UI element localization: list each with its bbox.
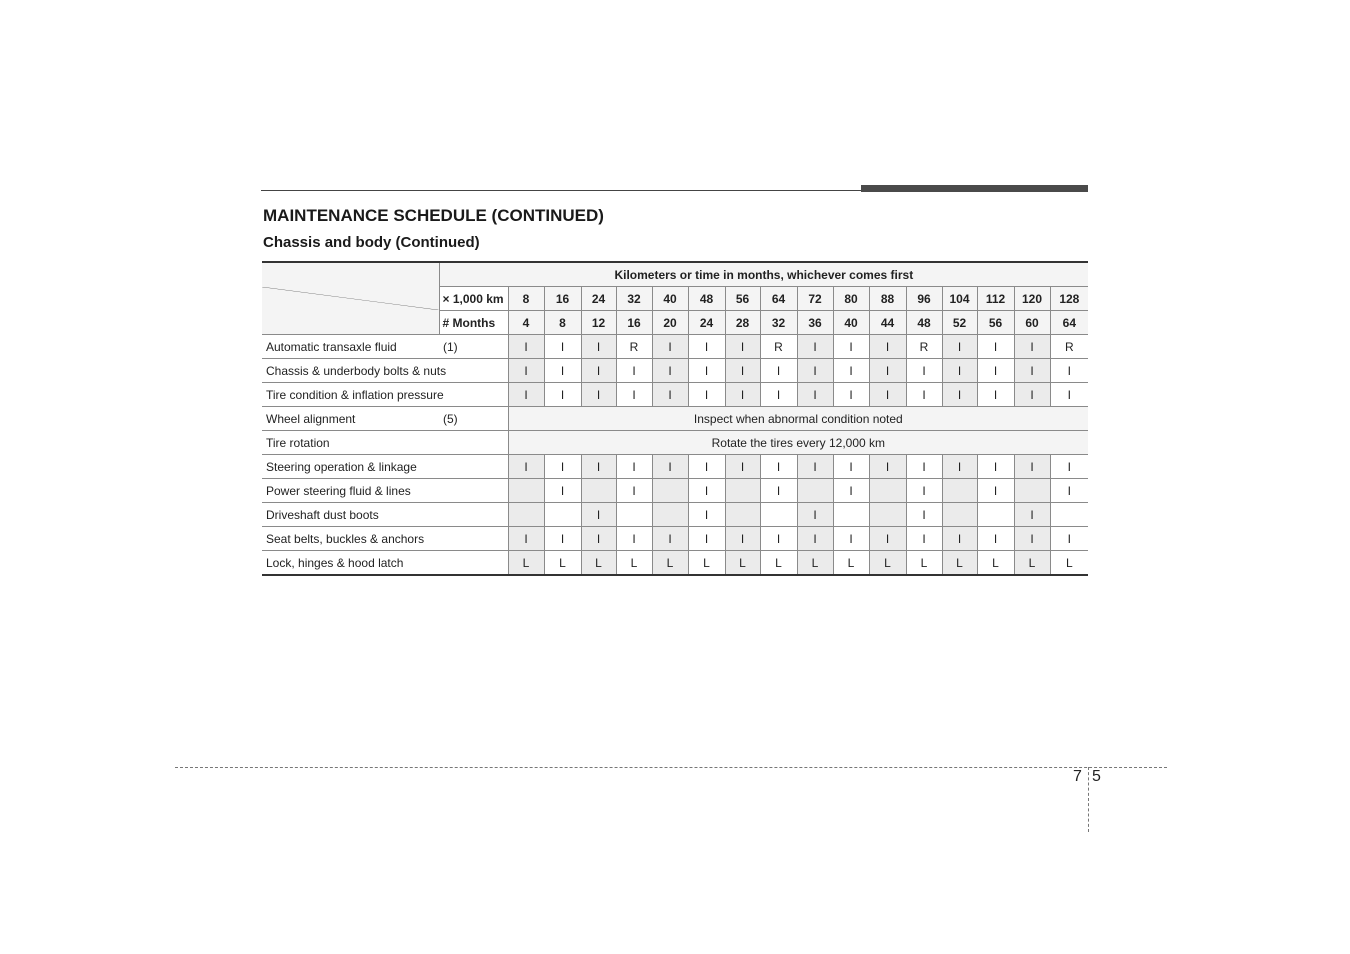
row-item-label: Chassis & underbody bolts & nuts xyxy=(262,359,439,383)
schedule-cell: I xyxy=(977,359,1014,383)
schedule-cell xyxy=(544,503,581,527)
schedule-cell: I xyxy=(688,503,725,527)
schedule-cell: I xyxy=(942,359,977,383)
month-value: 32 xyxy=(760,311,797,335)
schedule-cell: I xyxy=(942,383,977,407)
month-value: 60 xyxy=(1014,311,1050,335)
schedule-cell: I xyxy=(906,479,942,503)
row-span-text: Rotate the tires every 12,000 km xyxy=(508,431,1088,455)
schedule-cell: L xyxy=(1050,551,1088,576)
schedule-cell: I xyxy=(833,383,869,407)
km-value: 56 xyxy=(725,287,760,311)
row-item-label: Steering operation & linkage xyxy=(262,455,439,479)
footer-dashed-line xyxy=(175,767,1167,768)
km-value: 72 xyxy=(797,287,833,311)
schedule-cell: L xyxy=(906,551,942,576)
month-value: 12 xyxy=(581,311,616,335)
row-note xyxy=(439,455,508,479)
corner-cell xyxy=(262,262,439,335)
schedule-cell: L xyxy=(1014,551,1050,576)
schedule-cell: I xyxy=(544,383,581,407)
schedule-cell: I xyxy=(688,359,725,383)
schedule-cell: I xyxy=(1014,383,1050,407)
footer-dashed-divider xyxy=(1088,767,1089,832)
schedule-cell: I xyxy=(1050,479,1088,503)
schedule-cell: I xyxy=(616,527,652,551)
schedule-cell: I xyxy=(1014,527,1050,551)
schedule-cell: I xyxy=(688,335,725,359)
schedule-cell: I xyxy=(942,335,977,359)
schedule-cell: I xyxy=(616,479,652,503)
km-value: 40 xyxy=(652,287,688,311)
table-row xyxy=(262,383,1088,407)
schedule-cell: L xyxy=(508,551,544,576)
months-label: # Months xyxy=(439,311,508,335)
row-item-label: Wheel alignment xyxy=(262,407,439,431)
schedule-cell xyxy=(725,479,760,503)
row-item-label: Seat belts, buckles & anchors xyxy=(262,527,439,551)
schedule-cell: I xyxy=(1014,359,1050,383)
month-value: 44 xyxy=(869,311,906,335)
schedule-cell: L xyxy=(797,551,833,576)
schedule-cell: I xyxy=(1050,527,1088,551)
km-label: × 1,000 km xyxy=(439,287,508,311)
schedule-cell: I xyxy=(869,359,906,383)
schedule-cell: I xyxy=(688,455,725,479)
schedule-cell: I xyxy=(760,359,797,383)
schedule-cell: I xyxy=(869,455,906,479)
schedule-cell: L xyxy=(725,551,760,576)
subsection-title: Chassis and body (Continued) xyxy=(263,234,480,251)
schedule-cell: I xyxy=(1014,335,1050,359)
schedule-cell: L xyxy=(869,551,906,576)
month-value: 24 xyxy=(688,311,725,335)
row-note xyxy=(439,551,508,576)
schedule-cell: I xyxy=(688,527,725,551)
row-item-label: Lock, hinges & hood latch xyxy=(262,551,439,576)
schedule-cell: I xyxy=(833,359,869,383)
schedule-cell xyxy=(1050,503,1088,527)
page-number: 5 xyxy=(1092,768,1101,785)
schedule-cell: I xyxy=(544,479,581,503)
table-row xyxy=(262,431,1088,455)
km-value: 96 xyxy=(906,287,942,311)
schedule-cell: I xyxy=(797,383,833,407)
schedule-cell: I xyxy=(725,527,760,551)
table-row xyxy=(262,551,1088,576)
schedule-cell: I xyxy=(977,335,1014,359)
km-value: 112 xyxy=(977,287,1014,311)
schedule-cell: I xyxy=(797,503,833,527)
schedule-cell: L xyxy=(581,551,616,576)
schedule-cell: I xyxy=(581,359,616,383)
table-row xyxy=(262,407,1088,431)
month-value: 36 xyxy=(797,311,833,335)
km-value: 104 xyxy=(942,287,977,311)
schedule-cell xyxy=(977,503,1014,527)
schedule-cell: I xyxy=(833,479,869,503)
table-row xyxy=(262,479,1088,503)
schedule-cell xyxy=(942,503,977,527)
row-item-label: Power steering fluid & lines xyxy=(262,479,439,503)
schedule-cell: R xyxy=(906,335,942,359)
schedule-cell xyxy=(616,503,652,527)
schedule-cell: I xyxy=(906,359,942,383)
schedule-cell xyxy=(869,503,906,527)
month-value: 20 xyxy=(652,311,688,335)
schedule-cell: I xyxy=(833,455,869,479)
schedule-cell: I xyxy=(508,383,544,407)
schedule-cell: I xyxy=(652,335,688,359)
month-value: 8 xyxy=(544,311,581,335)
header-row-interval xyxy=(262,262,1088,287)
header-rule-thin xyxy=(261,190,861,191)
schedule-cell: I xyxy=(544,527,581,551)
row-note: (5) xyxy=(439,407,508,431)
schedule-cell: I xyxy=(1014,503,1050,527)
schedule-cell: I xyxy=(725,335,760,359)
schedule-cell: I xyxy=(833,335,869,359)
schedule-cell xyxy=(581,479,616,503)
schedule-cell: I xyxy=(616,359,652,383)
schedule-cell xyxy=(508,503,544,527)
km-value: 16 xyxy=(544,287,581,311)
schedule-cell: I xyxy=(797,455,833,479)
schedule-cell: I xyxy=(906,527,942,551)
schedule-cell: I xyxy=(725,359,760,383)
schedule-cell xyxy=(760,503,797,527)
maintenance-table xyxy=(262,261,1088,576)
schedule-cell: I xyxy=(544,335,581,359)
month-value: 16 xyxy=(616,311,652,335)
schedule-cell: L xyxy=(616,551,652,576)
schedule-cell: I xyxy=(508,359,544,383)
schedule-cell xyxy=(508,479,544,503)
schedule-cell: L xyxy=(977,551,1014,576)
schedule-cell xyxy=(1014,479,1050,503)
km-value: 24 xyxy=(581,287,616,311)
row-note xyxy=(439,479,508,503)
month-value: 56 xyxy=(977,311,1014,335)
schedule-cell: I xyxy=(1014,455,1050,479)
row-item-label: Tire rotation xyxy=(262,431,439,455)
schedule-cell: I xyxy=(797,335,833,359)
schedule-cell: I xyxy=(508,335,544,359)
table-row xyxy=(262,455,1088,479)
schedule-cell xyxy=(652,503,688,527)
schedule-cell: L xyxy=(652,551,688,576)
schedule-cell: I xyxy=(833,527,869,551)
schedule-cell: I xyxy=(652,359,688,383)
schedule-cell: I xyxy=(1050,383,1088,407)
schedule-cell: I xyxy=(544,455,581,479)
schedule-cell: I xyxy=(616,455,652,479)
row-note xyxy=(439,527,508,551)
section-title: MAINTENANCE SCHEDULE (CONTINUED) xyxy=(263,206,604,225)
month-value: 40 xyxy=(833,311,869,335)
month-value: 4 xyxy=(508,311,544,335)
schedule-cell: L xyxy=(688,551,725,576)
schedule-cell xyxy=(797,479,833,503)
schedule-cell: I xyxy=(688,383,725,407)
km-value: 80 xyxy=(833,287,869,311)
schedule-cell: I xyxy=(688,479,725,503)
row-item-label: Driveshaft dust boots xyxy=(262,503,439,527)
row-item-label: Automatic transaxle fluid xyxy=(262,335,439,359)
schedule-cell: I xyxy=(1050,359,1088,383)
km-value: 128 xyxy=(1050,287,1088,311)
schedule-cell: I xyxy=(652,383,688,407)
schedule-cell: L xyxy=(942,551,977,576)
schedule-cell: R xyxy=(1050,335,1088,359)
row-item-label: Tire condition & inflation pressure xyxy=(262,383,439,407)
schedule-cell: I xyxy=(1050,455,1088,479)
schedule-cell: L xyxy=(760,551,797,576)
schedule-cell: I xyxy=(725,383,760,407)
header-rule-thick xyxy=(861,185,1088,192)
km-value: 48 xyxy=(688,287,725,311)
diagonal-divider xyxy=(262,287,439,310)
schedule-cell: I xyxy=(581,455,616,479)
schedule-cell xyxy=(725,503,760,527)
schedule-cell: I xyxy=(760,383,797,407)
schedule-cell: I xyxy=(869,527,906,551)
schedule-cell: I xyxy=(760,455,797,479)
row-note xyxy=(439,383,508,407)
schedule-cell: I xyxy=(869,383,906,407)
schedule-cell: I xyxy=(581,503,616,527)
row-note: (1) xyxy=(439,335,508,359)
schedule-cell: I xyxy=(652,455,688,479)
month-value: 48 xyxy=(906,311,942,335)
row-note xyxy=(439,359,508,383)
schedule-cell: I xyxy=(581,335,616,359)
table-row xyxy=(262,527,1088,551)
schedule-cell: I xyxy=(797,527,833,551)
schedule-cell: I xyxy=(616,383,652,407)
schedule-cell: I xyxy=(508,527,544,551)
km-value: 120 xyxy=(1014,287,1050,311)
table-row xyxy=(262,335,1088,359)
schedule-cell: I xyxy=(906,503,942,527)
month-value: 52 xyxy=(942,311,977,335)
schedule-cell xyxy=(833,503,869,527)
schedule-cell: I xyxy=(760,527,797,551)
km-value: 64 xyxy=(760,287,797,311)
schedule-cell: I xyxy=(544,359,581,383)
km-value: 8 xyxy=(508,287,544,311)
schedule-cell: I xyxy=(942,455,977,479)
km-value: 88 xyxy=(869,287,906,311)
schedule-cell: I xyxy=(725,455,760,479)
interval-header: Kilometers or time in months, whichever comes first xyxy=(439,262,1088,287)
month-value: 28 xyxy=(725,311,760,335)
row-note xyxy=(439,503,508,527)
schedule-cell: I xyxy=(797,359,833,383)
schedule-cell: I xyxy=(906,455,942,479)
schedule-cell: I xyxy=(942,527,977,551)
schedule-cell xyxy=(652,479,688,503)
schedule-cell: I xyxy=(581,527,616,551)
schedule-cell: I xyxy=(977,383,1014,407)
row-note xyxy=(439,431,508,455)
schedule-cell: I xyxy=(906,383,942,407)
schedule-cell xyxy=(942,479,977,503)
schedule-cell: I xyxy=(977,479,1014,503)
schedule-cell: I xyxy=(581,383,616,407)
km-value: 32 xyxy=(616,287,652,311)
table-row xyxy=(262,503,1088,527)
schedule-cell: I xyxy=(652,527,688,551)
page-chapter: 7 xyxy=(1073,768,1082,785)
schedule-cell: L xyxy=(544,551,581,576)
row-span-text: Inspect when abnormal condition noted xyxy=(508,407,1088,431)
schedule-cell: R xyxy=(616,335,652,359)
schedule-cell: I xyxy=(508,455,544,479)
schedule-cell: I xyxy=(760,479,797,503)
schedule-cell: I xyxy=(869,335,906,359)
schedule-cell: I xyxy=(977,455,1014,479)
schedule-cell xyxy=(869,479,906,503)
schedule-cell: I xyxy=(977,527,1014,551)
table-row xyxy=(262,359,1088,383)
schedule-cell: R xyxy=(760,335,797,359)
schedule-cell: L xyxy=(833,551,869,576)
month-value: 64 xyxy=(1050,311,1088,335)
